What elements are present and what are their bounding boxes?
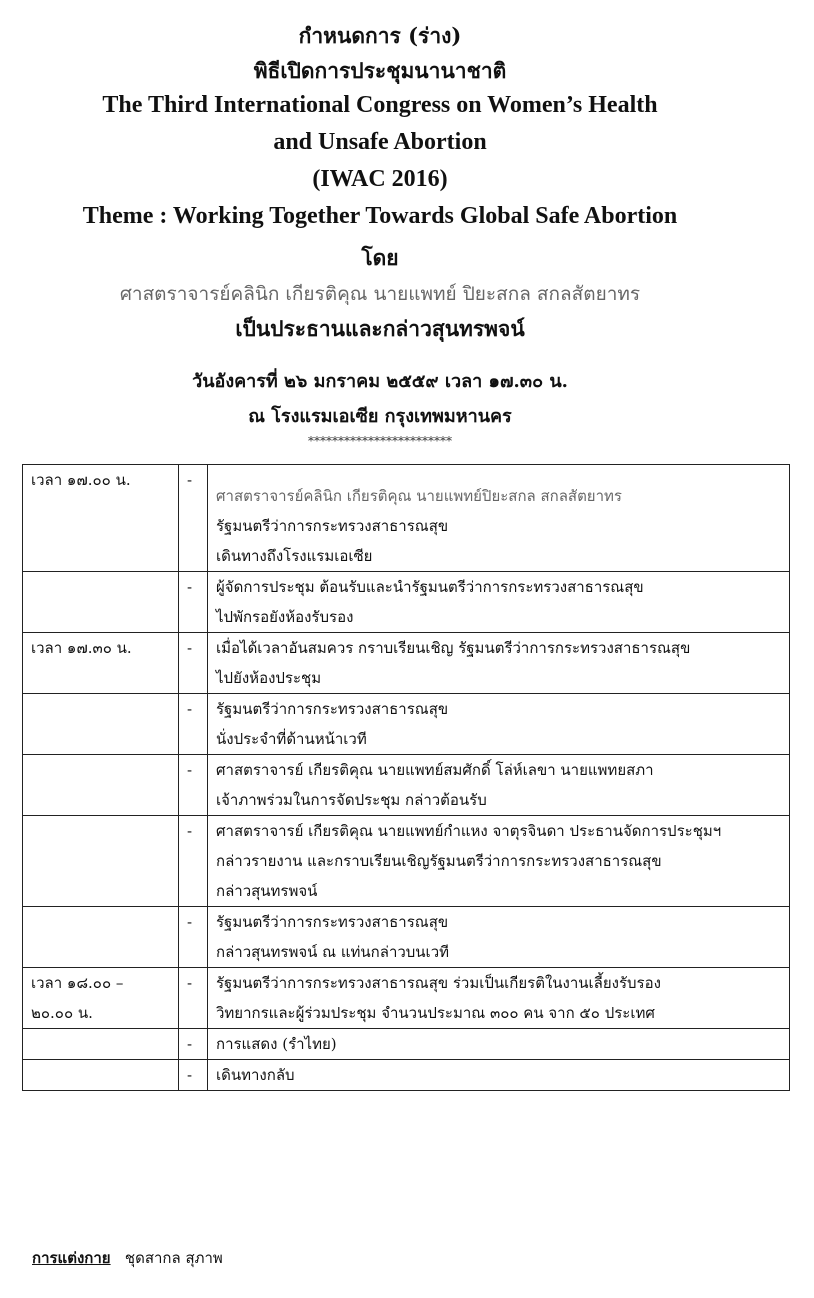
title-thai: กำหนดการ (ร่าง): [298, 23, 462, 48]
dress-code-value: ชุดสากล สุภาพ: [124, 1249, 223, 1267]
schedule-time: [23, 755, 179, 816]
schedule-description: [208, 755, 790, 816]
congress-theme: Theme : Working Together Towards Global Safe Abortion: [82, 203, 678, 229]
schedule-description: [208, 572, 790, 633]
schedule-description-line: ศาสตราจารย์ เกียรติคุณ นายแพทย์กำแหง จาตุรจินดา ประธานจัดการประชุมฯ: [216, 822, 722, 840]
schedule-time-text: เวลา ๑๘.๐๐ –: [31, 974, 124, 992]
schedule-description-line: ศาสตราจารย์คลินิก เกียรติคุณ นายแพทย์ปิยะสกล สกลสัตยาทร: [216, 487, 622, 505]
schedule-time: [23, 465, 179, 572]
schedule-dash: -: [179, 968, 208, 1029]
schedule-description: [208, 1060, 790, 1091]
schedule-dash: -: [179, 1029, 208, 1060]
schedule-description-line: เดินทางถึงโรงแรมเอเซีย: [216, 547, 373, 565]
schedule-description-line: เจ้าภาพร่วมในการจัดประชุม กล่าวต้อนรับ: [216, 791, 487, 809]
schedule-row: [23, 968, 790, 1029]
schedule-dash: -: [179, 633, 208, 694]
chairperson-name: ศาสตราจารย์คลินิก เกียรติคุณ นายแพทย์ ปิยะสกล สกลสัตยาทร: [119, 283, 641, 305]
subtitle-thai: พิธีเปิดการประชุมนานาชาติ: [253, 58, 507, 83]
schedule-time-text: ๒๐.๐๐ น.: [31, 1004, 93, 1022]
schedule-description-line: รัฐมนตรีว่าการกระทรวงสาธารณสุข ร่วมเป็นเกียรติในงานเลี้ยงรับรอง: [216, 974, 661, 992]
event-date: วันอังคารที่ ๒๖ มกราคม ๒๕๕๙ เวลา ๑๗.๓๐ น.: [192, 371, 568, 392]
schedule-description: [208, 465, 790, 572]
schedule-description-line: รัฐมนตรีว่าการกระทรวงสาธารณสุข: [216, 913, 449, 931]
schedule-time: [23, 633, 179, 694]
dress-code: [32, 1246, 223, 1270]
schedule-dash: -: [179, 465, 208, 572]
schedule-dash: -: [179, 816, 208, 907]
schedule-description-line: การแสดง (รำไทย): [216, 1035, 337, 1053]
schedule-time: [23, 816, 179, 907]
schedule-description-line: ไปพักรอยังห้องรับรอง: [216, 608, 354, 626]
by-label: โดย: [361, 245, 399, 270]
congress-title-line2: and Unsafe Abortion: [273, 129, 487, 155]
schedule-table: [22, 464, 790, 1091]
schedule-row: [23, 1029, 790, 1060]
event-venue: ณ โรงแรมเอเซีย กรุงเทพมหานคร: [248, 406, 512, 427]
schedule-row: [23, 572, 790, 633]
schedule-description: [208, 907, 790, 968]
schedule-row: [23, 694, 790, 755]
congress-acronym: (IWAC 2016): [312, 166, 448, 192]
schedule-row: [23, 755, 790, 816]
schedule-description-line: รัฐมนตรีว่าการกระทรวงสาธารณสุข: [216, 517, 449, 535]
chairperson-role: เป็นประธานและกล่าวสุนทรพจน์: [235, 316, 525, 341]
schedule-row: [23, 1060, 790, 1091]
schedule-time: [23, 694, 179, 755]
schedule-description: [208, 968, 790, 1029]
schedule-time-text: เวลา ๑๗.๐๐ น.: [31, 471, 131, 489]
schedule-dash: -: [179, 572, 208, 633]
schedule-dash: -: [179, 907, 208, 968]
schedule-description-line: ไปยังห้องประชุม: [216, 669, 322, 687]
congress-title-line1: The Third International Congress on Women’s Health: [102, 92, 658, 118]
schedule-time: [23, 907, 179, 968]
schedule-dash: -: [179, 755, 208, 816]
schedule-description-line: กล่าวรายงาน และกราบเรียนเชิญรัฐมนตรีว่าการกระทรวงสาธารณสุข: [216, 852, 662, 870]
dress-code-label: การแต่งกาย: [32, 1249, 111, 1267]
schedule-description: [208, 694, 790, 755]
schedule-row: [23, 633, 790, 694]
schedule-description-line: ศาสตราจารย์ เกียรติคุณ นายแพทย์สมศักดิ์ โล่ห์เลขา นายแพทยสภา: [216, 761, 654, 779]
schedule-dash: -: [179, 1060, 208, 1091]
schedule-description: [208, 633, 790, 694]
schedule-description-line: เดินทางกลับ: [216, 1066, 295, 1084]
schedule-time: [23, 572, 179, 633]
schedule-description-line: เมื่อได้เวลาอันสมควร กราบเรียนเชิญ รัฐมนตรีว่าการกระทรวงสาธารณสุข: [216, 639, 691, 657]
schedule-time: [23, 1029, 179, 1060]
schedule-time-text: เวลา ๑๗.๓๐ น.: [31, 639, 132, 657]
schedule-description-line: รัฐมนตรีว่าการกระทรวงสาธารณสุข: [216, 700, 449, 718]
schedule-time: [23, 968, 179, 1029]
schedule-row: [23, 816, 790, 907]
schedule-description-line: ผู้จัดการประชุม ต้อนรับและนำรัฐมนตรีว่าการกระทรวงสาธารณสุข: [216, 578, 644, 596]
schedule-description: [208, 816, 790, 907]
schedule-description-line: กล่าวสุนทรพจน์ ณ แท่นกล่าวบนเวที: [216, 943, 449, 961]
schedule-row: [23, 465, 790, 572]
schedule-row: [23, 907, 790, 968]
schedule-description-line: วิทยากรและผู้ร่วมประชุม จำนวนประมาณ ๓๐๐ คน จาก ๕๐ ประเทศ: [216, 1004, 655, 1022]
schedule-description-line: นั่งประจำที่ด้านหน้าเวที: [216, 730, 367, 748]
schedule-time: [23, 1060, 179, 1091]
separator-stars: ************************: [308, 434, 452, 448]
schedule-description: [208, 1029, 790, 1060]
schedule-description-line: กล่าวสุนทรพจน์: [216, 882, 318, 900]
schedule-dash: -: [179, 694, 208, 755]
